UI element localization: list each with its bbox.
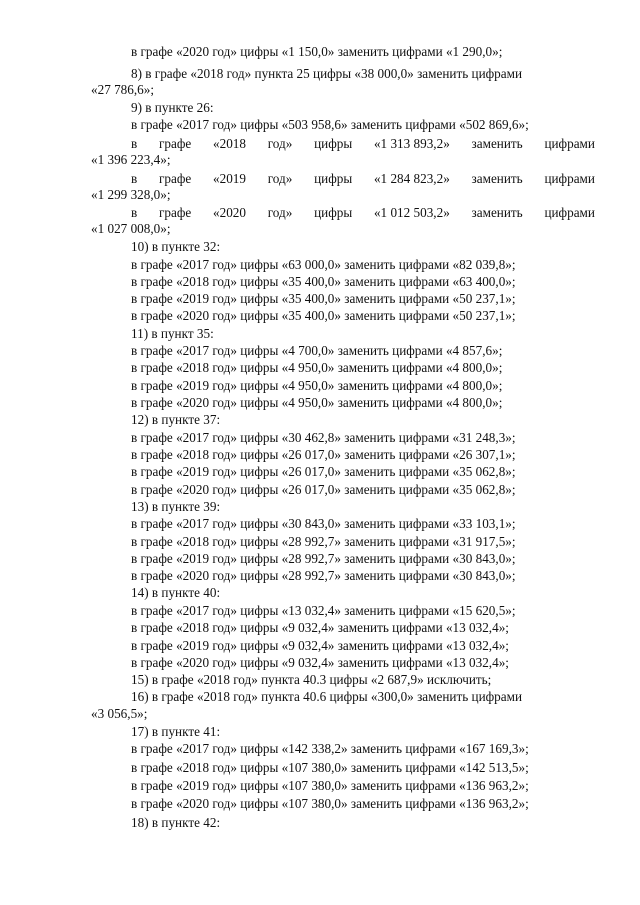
text-line: в графе «2017 год» цифры «30 462,8» заменить цифрами «31 248,3»; xyxy=(131,430,516,445)
text-line: в графе «2020 год» цифры «4 950,0» заменить цифрами «4 800,0»; xyxy=(131,395,503,410)
text-line: в графе «2018 год» цифры «28 992,7» заменить цифрами «31 917,5»; xyxy=(131,534,516,549)
word: цифры xyxy=(314,136,353,151)
text-line: 12) в пункте 37: xyxy=(131,412,221,427)
text-line: в графе «2019 год» цифры «28 992,7» заменить цифрами «30 843,0»; xyxy=(131,551,516,566)
word: год» xyxy=(267,171,293,186)
text-line: в графе «2019 год» цифры «4 950,0» заменить цифрами «4 800,0»; xyxy=(131,378,503,393)
word: графе xyxy=(158,136,192,151)
text-line: 17) в пункте 41: xyxy=(131,724,221,739)
justified-line xyxy=(131,205,595,221)
word: год» xyxy=(267,136,293,151)
text-line: в графе «2020 год» цифры «9 032,4» заменить цифрами «13 032,4»; xyxy=(131,655,509,670)
word: графе xyxy=(158,171,192,186)
text-line: в графе «2019 год» цифры «35 400,0» заменить цифрами «50 237,1»; xyxy=(131,291,516,306)
text-line: «1 027 008,0»; xyxy=(91,221,171,236)
text-line: в графе «2020 год» цифры «35 400,0» заменить цифрами «50 237,1»; xyxy=(131,308,516,323)
word: заменить xyxy=(471,171,523,186)
text-line: в графе «2017 год» цифры «503 958,6» заменить цифрами «502 869,6»; xyxy=(131,117,529,132)
text-line: 14) в пункте 40: xyxy=(131,585,221,600)
word: «2018 xyxy=(213,136,246,151)
word: «2020 xyxy=(213,205,246,220)
text-line: в графе «2018 год» цифры «9 032,4» заменить цифрами «13 032,4»; xyxy=(131,620,509,635)
word: «1 012 503,2» xyxy=(373,205,450,220)
text-line: 10) в пункте 32: xyxy=(131,239,221,254)
text-line: «1 299 328,0»; xyxy=(91,187,171,202)
justified-line xyxy=(131,136,595,152)
word: в xyxy=(131,171,138,186)
justified-line xyxy=(131,171,595,187)
text-line: в графе «2018 год» цифры «107 380,0» заменить цифрами «142 513,5»; xyxy=(131,760,529,775)
word: цифры xyxy=(314,205,353,220)
word: в xyxy=(131,205,138,220)
word: цифрами xyxy=(544,136,595,151)
text-line: в графе «2019 год» цифры «26 017,0» заменить цифрами «35 062,8»; xyxy=(131,464,516,479)
text-line: в графе «2018 год» цифры «35 400,0» заменить цифрами «63 400,0»; xyxy=(131,274,516,289)
text-line: 9) в пункте 26: xyxy=(131,100,214,115)
text-line: в графе «2018 год» цифры «4 950,0» заменить цифрами «4 800,0»; xyxy=(131,360,503,375)
word: «1 313 893,2» xyxy=(373,136,450,151)
word: графе xyxy=(158,205,192,220)
text-line: в графе «2017 год» цифры «30 843,0» заменить цифрами «33 103,1»; xyxy=(131,516,516,531)
text-line: в графе «2020 год» цифры «107 380,0» заменить цифрами «136 963,2»; xyxy=(131,796,529,811)
text-line: в графе «2017 год» цифры «4 700,0» заменить цифрами «4 857,6»; xyxy=(131,343,503,358)
text-line: в графе «2020 год» цифры «1 150,0» заменить цифрами «1 290,0»; xyxy=(131,44,503,59)
word: цифрами xyxy=(544,205,595,220)
text-line: 11) в пункт 35: xyxy=(131,326,214,341)
text-line: в графе «2020 год» цифры «28 992,7» заменить цифрами «30 843,0»; xyxy=(131,568,516,583)
word: год» xyxy=(267,205,293,220)
text-line: «3 056,5»; xyxy=(91,706,148,721)
text-line: в графе «2017 год» цифры «142 338,2» заменить цифрами «167 169,3»; xyxy=(131,741,529,756)
word: цифры xyxy=(314,171,353,186)
text-line: 13) в пункте 39: xyxy=(131,499,221,514)
text-line: в графе «2019 год» цифры «107 380,0» заменить цифрами «136 963,2»; xyxy=(131,778,529,793)
word: «2019 xyxy=(213,171,246,186)
word: «1 284 823,2» xyxy=(373,171,450,186)
text-line: в графе «2017 год» цифры «13 032,4» заменить цифрами «15 620,5»; xyxy=(131,603,516,618)
word: заменить xyxy=(471,136,523,151)
text-line: в графе «2018 год» цифры «26 017,0» заменить цифрами «26 307,1»; xyxy=(131,447,516,462)
text-line: «27 786,6»; xyxy=(91,82,155,97)
text-line: в графе «2020 год» цифры «26 017,0» заменить цифрами «35 062,8»; xyxy=(131,482,516,497)
text-line: 15) в графе «2018 год» пункта 40.3 цифры «2 687,9» исключить; xyxy=(131,672,492,687)
text-line: 8) в графе «2018 год» пункта 25 цифры «38 000,0» заменить цифрами xyxy=(131,66,523,81)
word: в xyxy=(131,136,138,151)
text-line: в графе «2019 год» цифры «9 032,4» заменить цифрами «13 032,4»; xyxy=(131,638,509,653)
word: цифрами xyxy=(544,171,595,186)
text-line: 16) в графе «2018 год» пункта 40.6 цифры «300,0» заменить цифрами xyxy=(131,689,523,704)
text-line: в графе «2017 год» цифры «63 000,0» заменить цифрами «82 039,8»; xyxy=(131,257,516,272)
text-line: «1 396 223,4»; xyxy=(91,152,171,167)
word: заменить xyxy=(471,205,523,220)
text-line: 18) в пункте 42: xyxy=(131,815,221,830)
